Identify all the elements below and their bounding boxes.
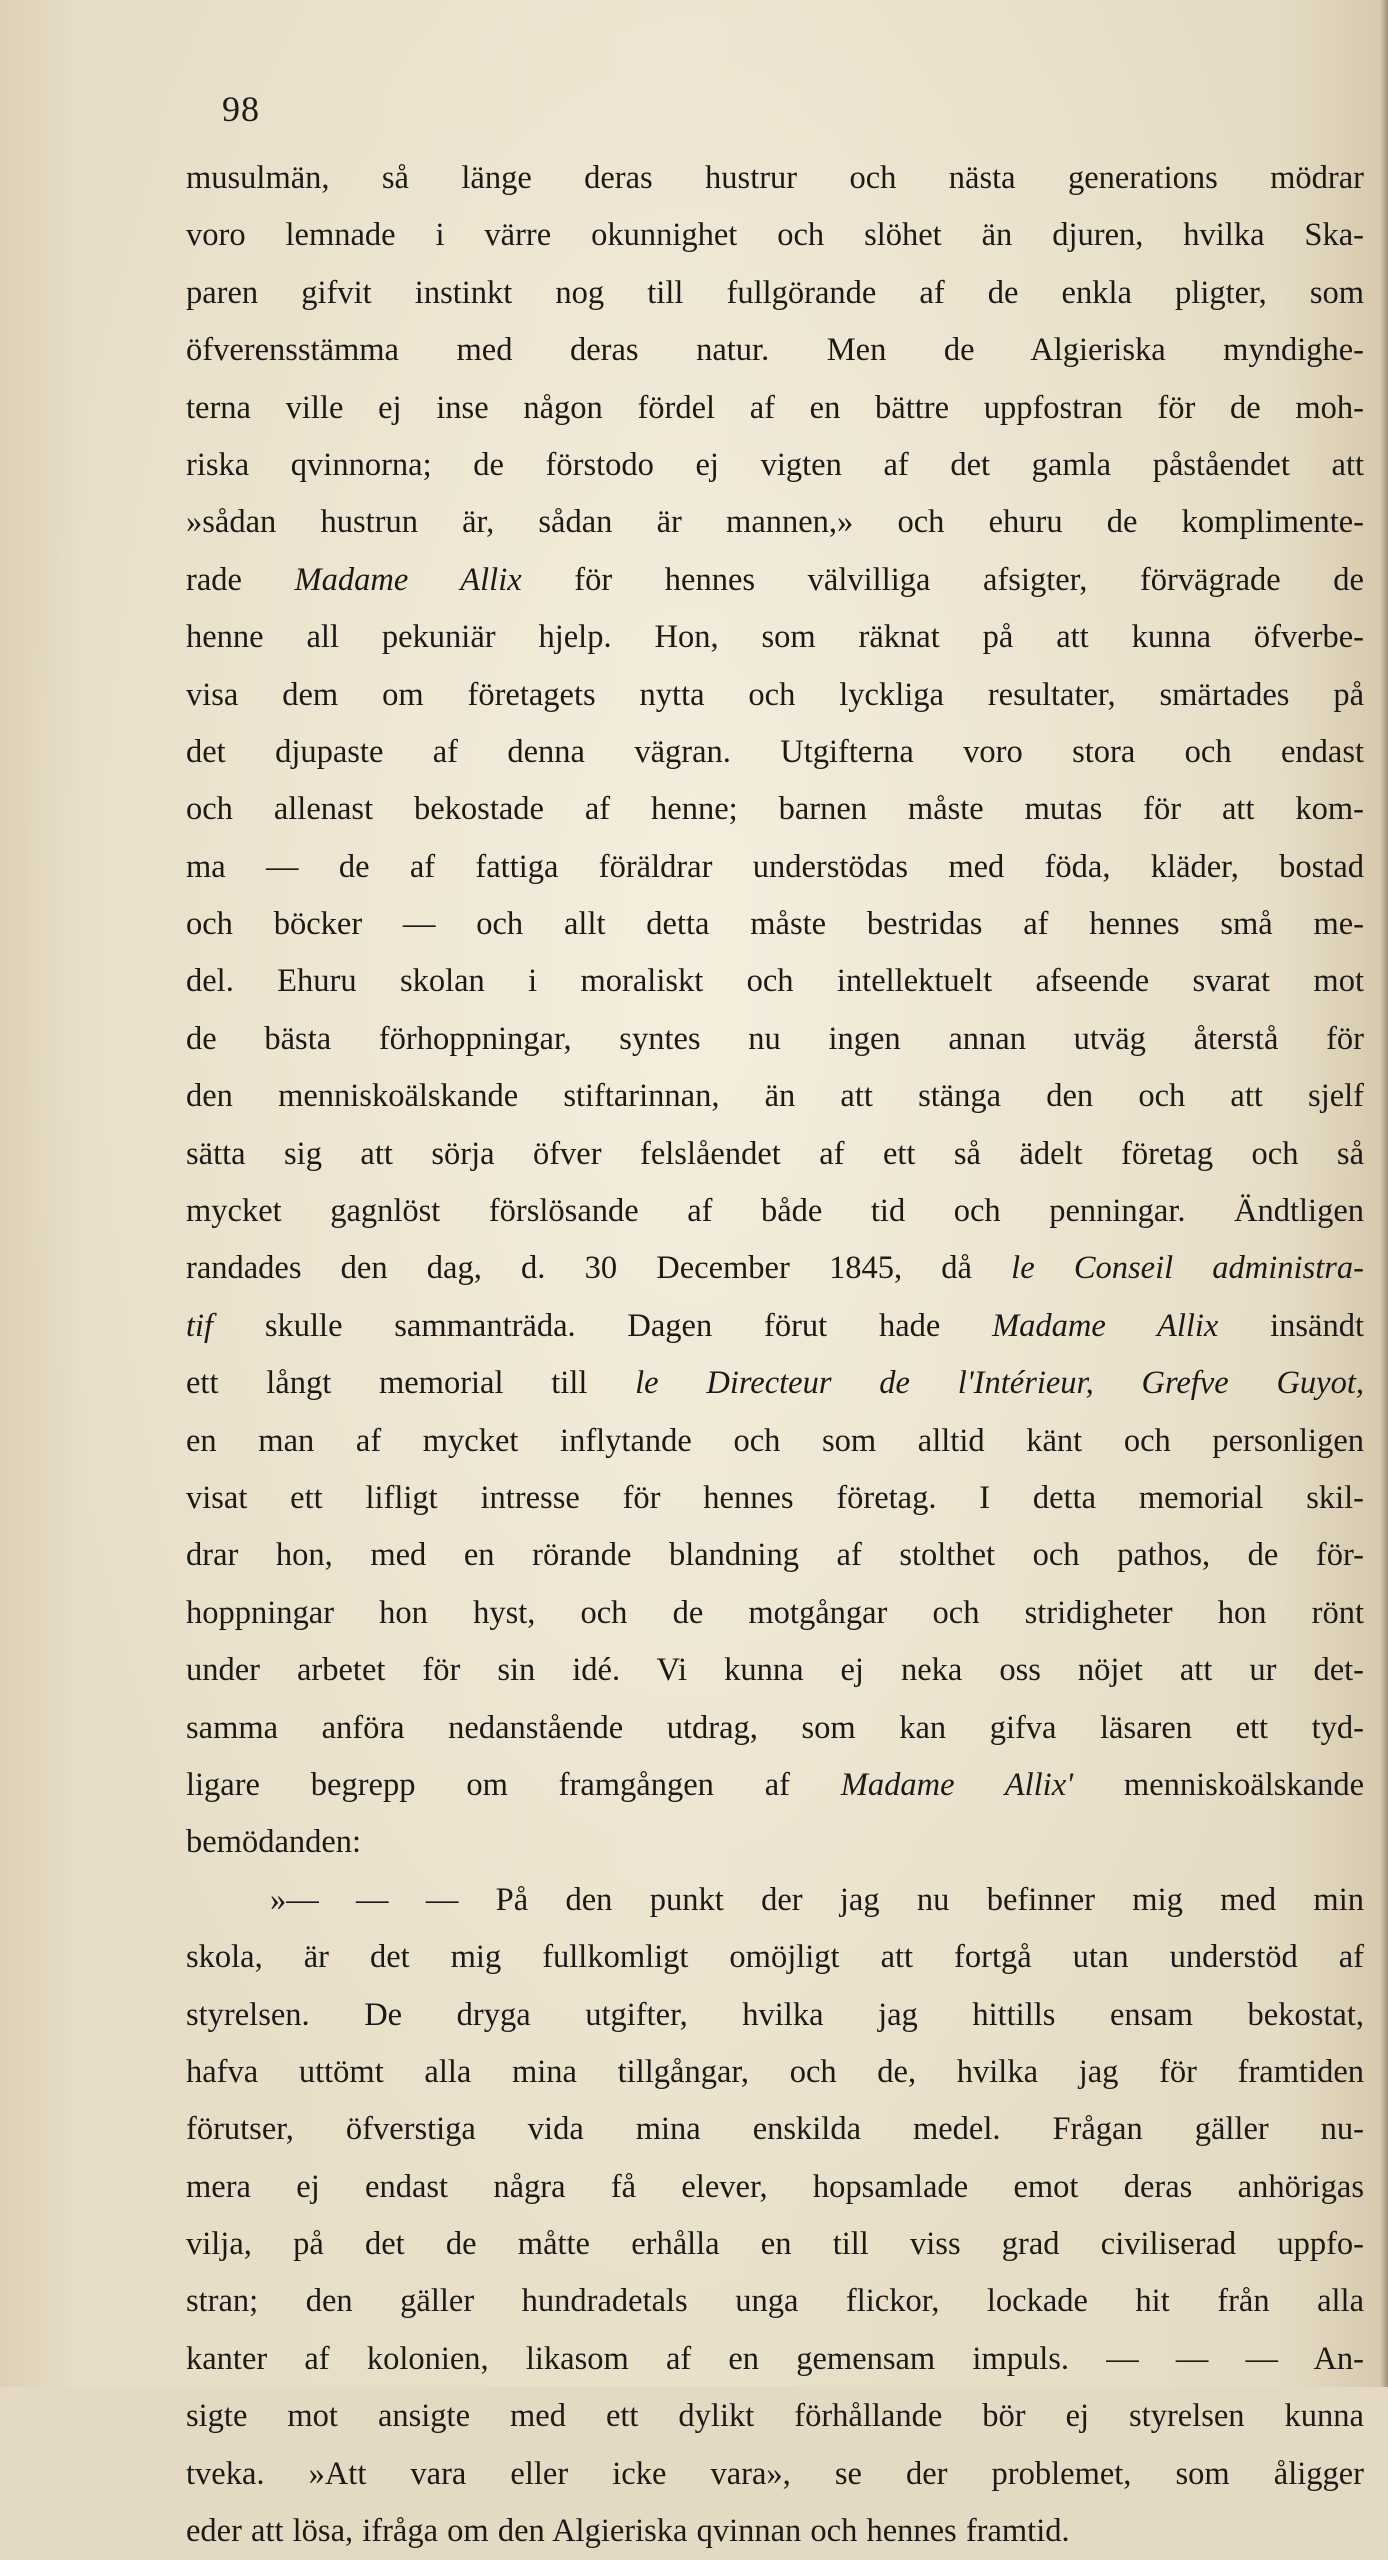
text-line: kanter af kolonien, likasom af en gemensam impuls. — — — An- xyxy=(186,2340,1364,2377)
italic-segment: Madame Allix xyxy=(294,561,522,598)
text-line: mycket gagnlöst förslösande af både tid och penningar. Ändtligen xyxy=(186,1193,1364,1230)
text-line: de bästa förhoppningar, syntes nu ingen annan utväg återstå för xyxy=(186,1020,1364,1057)
page-edge-shadow xyxy=(1380,0,1388,2387)
text-line: visat ett lifligt intresse för hennes företag. I detta memorial skil- xyxy=(186,1479,1364,1516)
text-line xyxy=(186,1298,1364,1355)
text-line: skola, är det mig fullkomligt omöjligt att fortgå utan understöd af xyxy=(186,1939,1364,1976)
text-line: och allenast bekostade af henne; barnen måste mutas för att kom- xyxy=(186,791,1364,828)
text-line: öfverensstämma med deras natur. Men de Algieriska myndighe- xyxy=(186,332,1364,369)
italic-segment: le Directeur de l'Intérieur, Grefve Guyot, xyxy=(635,1365,1364,1402)
text-line: bemödanden: xyxy=(186,1824,362,1861)
paragraph-memorial-context xyxy=(186,150,1364,1872)
body-text xyxy=(186,150,1364,2560)
text-line: sigte mot ansigte med ett dylikt förhållande bör ej styrelsen kunna xyxy=(186,2398,1364,2435)
text-line: stran; den gäller hundradetals unga flickor, lockade hit från alla xyxy=(186,2283,1364,2320)
text-line: riska qvinnorna; de förstodo ej vigten af det gamla påståendet att xyxy=(186,446,1364,483)
text-line: eder att lösa, ifråga om den Algieriska qvinnan och hennes framtid. xyxy=(186,2513,1070,2550)
text-line: det djupaste af denna vägran. Utgifterna voro stora och endast xyxy=(186,733,1364,770)
text-line: ma — de af fattiga föräldrar understödas med föda, kläder, bostad xyxy=(186,848,1364,885)
text-line: den menniskoälskande stiftarinnan, än att stänga den och att sjelf xyxy=(186,1078,1364,1115)
text-line: »— — — På den punkt der jag nu befinner mig med min xyxy=(270,1881,1364,1918)
text-line: tveka. »Att vara eller icke vara», se der problemet, som åligger xyxy=(186,2455,1364,2492)
italic-segment: Madame Allix xyxy=(992,1307,1219,1344)
text-line: voro lemnade i värre okunnighet och slöhet än djuren, hvilka Ska- xyxy=(186,217,1364,254)
text-line: visa dem om företagets nytta och lyckliga resultater, smärtades på xyxy=(186,676,1364,713)
text-segment: ligare begrepp om framgången af xyxy=(186,1766,841,1803)
text-line: under arbetet för sin idé. Vi kunna ej neka oss nöjet att ur det- xyxy=(186,1652,1364,1689)
text-segment: menniskoälskande xyxy=(1073,1766,1364,1803)
text-line xyxy=(186,552,1364,609)
text-line: sätta sig att sörja öfver felslåendet af ett så ädelt företag och så xyxy=(186,1135,1364,1172)
text-line: mera ej endast några få elever, hopsamlade emot deras anhörigas xyxy=(186,2168,1364,2205)
text-line: paren gifvit instinkt nog till fullgörande af de enkla pligter, som xyxy=(186,274,1364,311)
text-line: del. Ehuru skolan i moraliskt och intellektuelt afseende svarat mot xyxy=(186,963,1364,1000)
text-line: musulmän, så länge deras hustrur och nästa generations mödrar xyxy=(186,160,1364,196)
text-line: hoppningar hon hyst, och de motgångar och stridigheter hon rönt xyxy=(186,1594,1364,1631)
text-line xyxy=(186,1757,1364,1814)
text-line: vilja, på det de måtte erhålla en till viss grad civiliserad uppfo- xyxy=(186,2226,1364,2263)
italic-segment: Madame Allix' xyxy=(840,1766,1074,1803)
text-line: terna ville ej inse någon fördel af en bättre uppfostran för de moh- xyxy=(186,389,1364,426)
text-line: styrelsen. De dryga utgifter, hvilka jag hittills ensam bekostat, xyxy=(186,1996,1364,2033)
italic-segment: tif xyxy=(186,1307,214,1344)
text-line: »sådan hustrun är, sådan är mannen,» och ehuru de komplimente- xyxy=(186,504,1364,541)
text-line: henne all pekuniär hjelp. Hon, som räknat på att kunna öfverbe- xyxy=(186,619,1364,656)
text-segment: rade xyxy=(186,561,295,598)
text-segment: ett långt memorial till xyxy=(186,1365,636,1402)
page-number: 98 xyxy=(222,89,260,129)
text-line: och böcker — och allt detta måste bestridas af hennes små me- xyxy=(186,906,1364,943)
text-line: en man af mycket inflytande och som alltid känt och personligen xyxy=(186,1422,1364,1459)
text-segment: för hennes välvilliga afsigter, förvägrade de xyxy=(521,561,1364,598)
text-line: samma anföra nedanstående utdrag, som kan gifva läsaren ett tyd- xyxy=(186,1709,1364,1746)
text-segment: randades den dag, d. 30 December 1845, då xyxy=(186,1250,1012,1287)
text-line: hafva uttömt alla mina tillgångar, och de, hvilka jag för framtiden xyxy=(186,2053,1364,2090)
italic-segment: le Conseil administra- xyxy=(1011,1250,1364,1287)
text-segment: insändt xyxy=(1218,1307,1364,1344)
paragraph-quoted-memorial xyxy=(186,1872,1364,2560)
text-line xyxy=(186,1355,1364,1412)
text-segment: skulle sammanträda. Dagen förut hade xyxy=(213,1307,993,1344)
text-line: förutser, öfverstiga vida mina enskilda medel. Frågan gäller nu- xyxy=(186,2111,1364,2148)
text-line xyxy=(186,1240,1364,1297)
text-line: drar hon, med en rörande blandning af stolthet och pathos, de för- xyxy=(186,1537,1364,1574)
